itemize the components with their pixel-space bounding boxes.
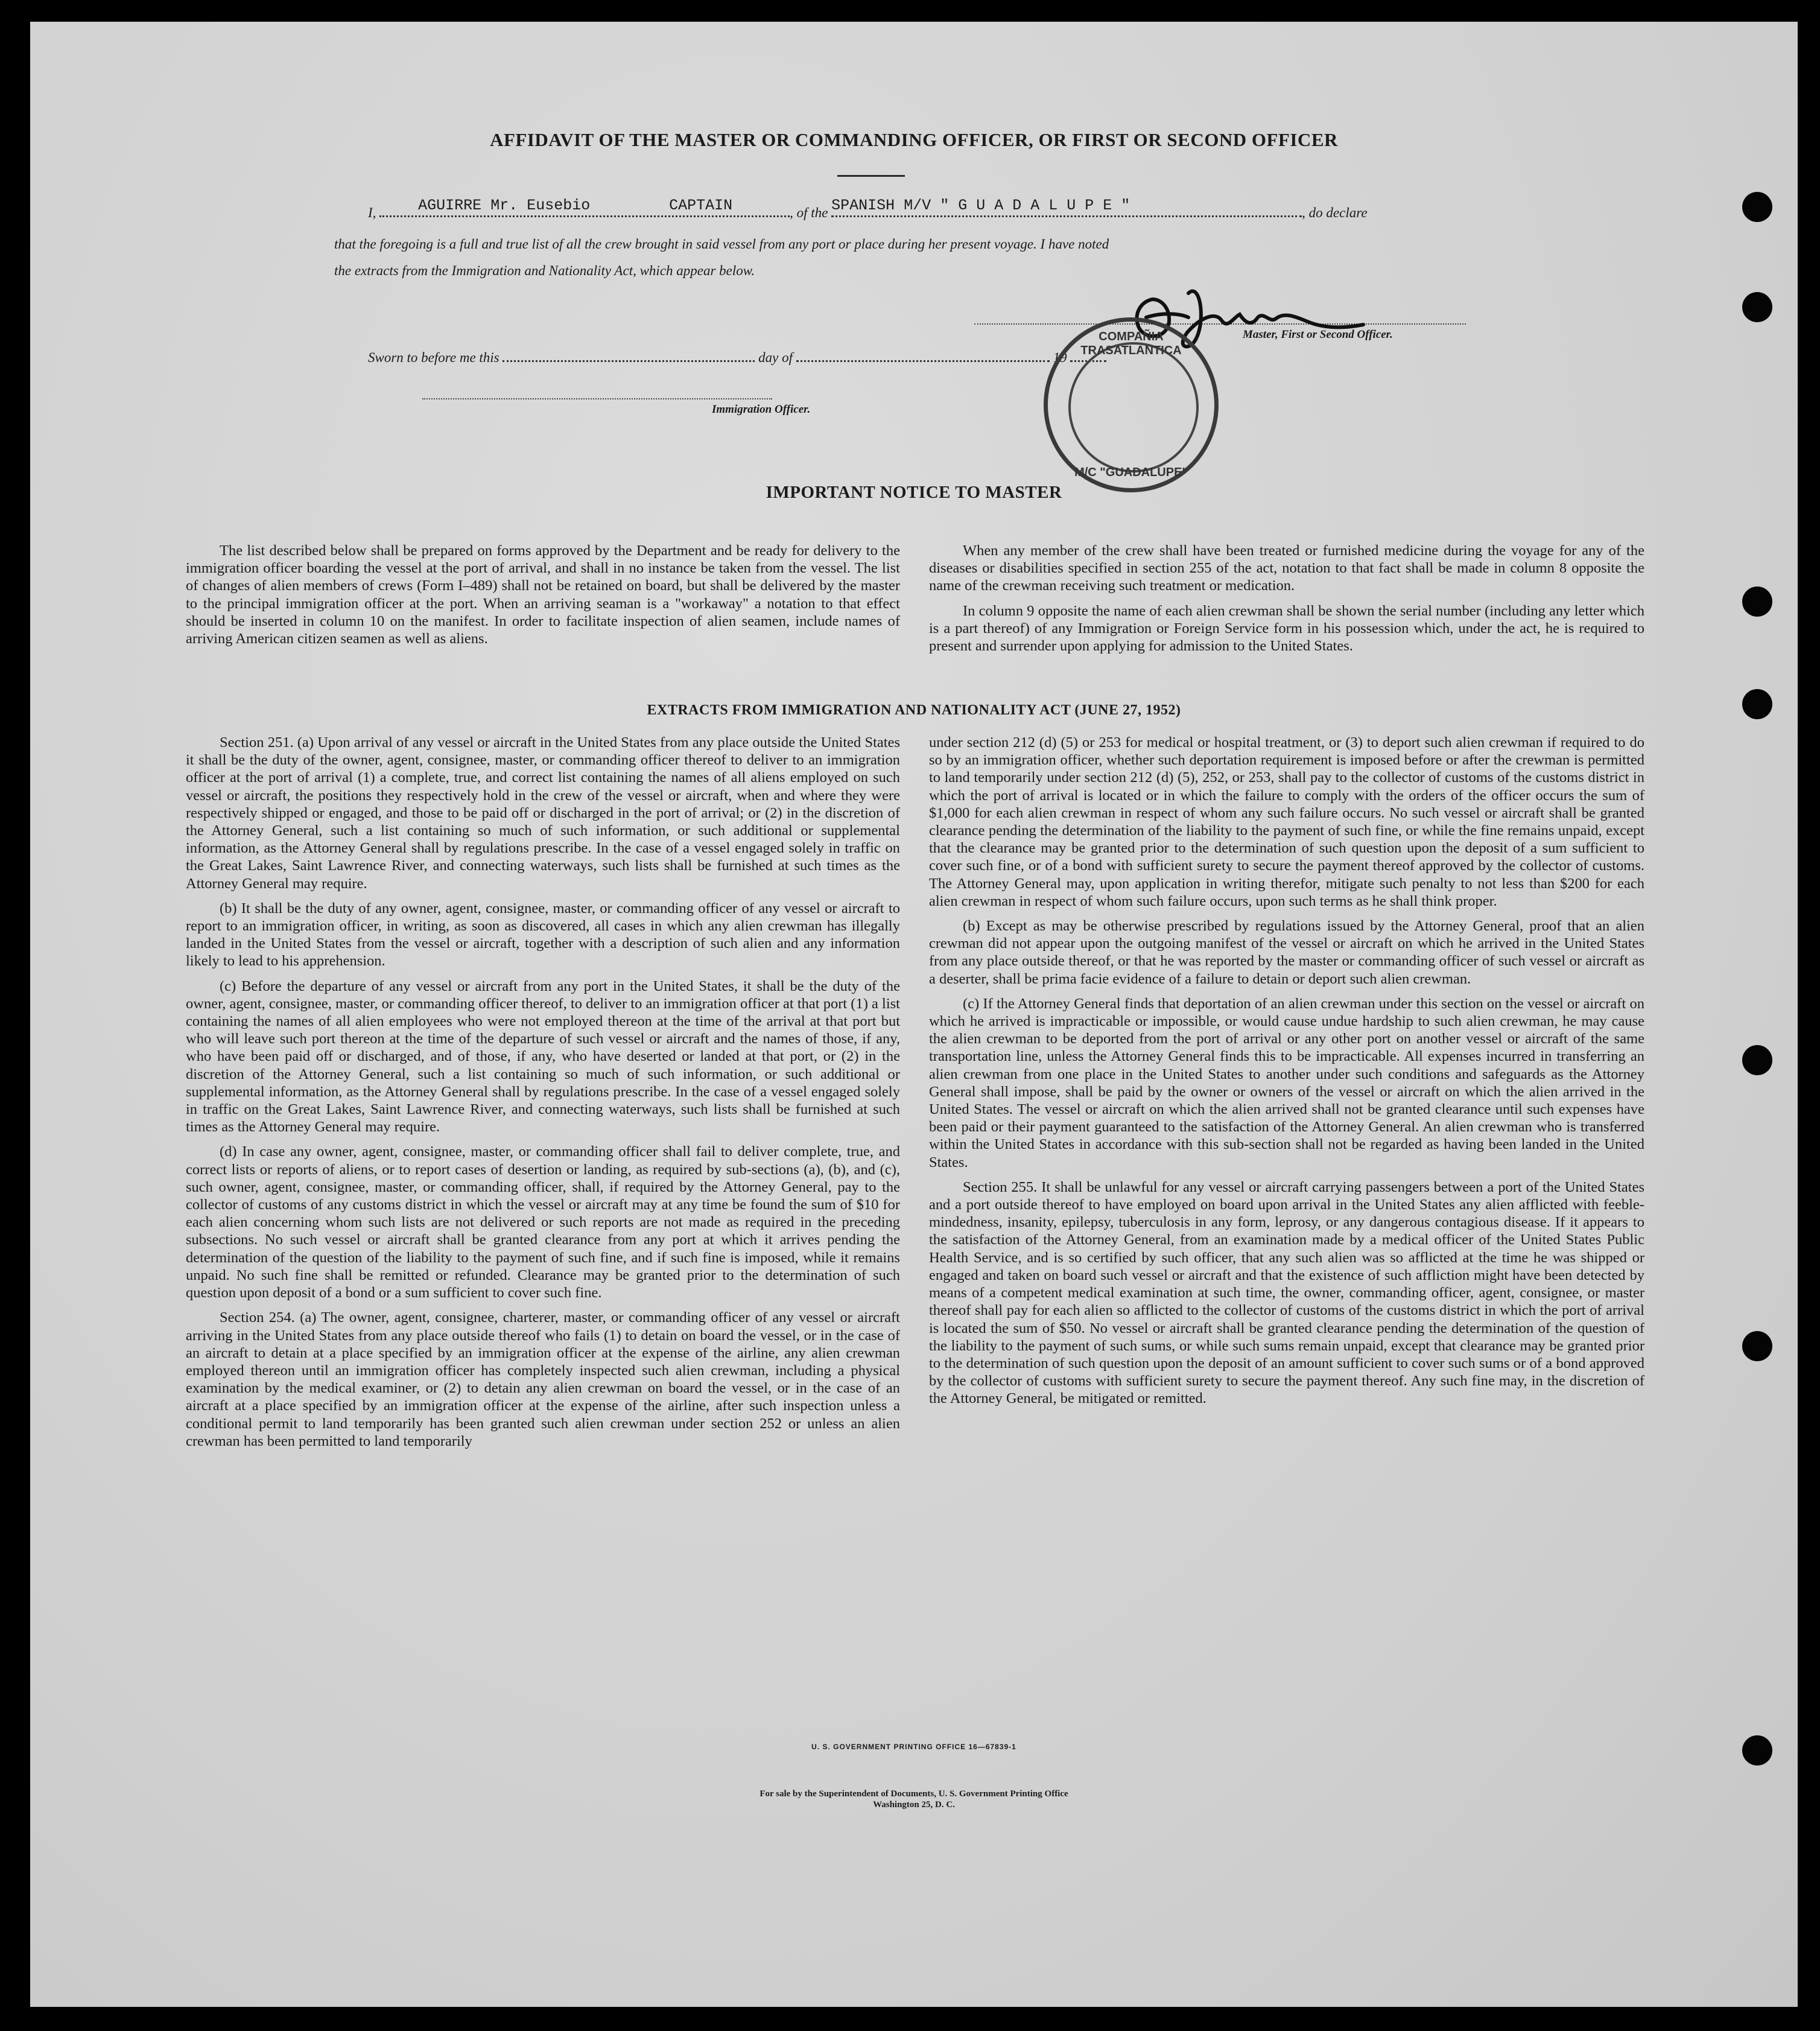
sworn-line — [368, 350, 1106, 366]
master-rank: CAPTAIN — [669, 197, 733, 214]
notice-right-paragraph-2: In column 9 opposite the name of each alien crewman shall be shown the serial number (including any letter which is a part thereof) of any Immigration or Foreign Service form in his possession which, under the act, he is required to present and surrender upon applying for admission to the United States. — [929, 602, 1644, 655]
notice-right-paragraph-1: When any member of the crew shall have been treated or furnished medicine during the voyage for any of the diseases or disabilities specified in section 255 of the act, notation to that fact shall be made in column 8 opposite the name of the crewman receiving such treatment or medication. — [929, 542, 1644, 594]
extract-section-251-c: (c) Before the departure of any vessel or aircraft from any port in the United States, it shall be the duty of the owner, agent, consignee, master, or commanding officer thereof, to deliver to an immigration officer at that port (1) a list containing the names of all alien employees who were not employed thereon at the time of the arrival at that port but who will leave such port thereon at the time of the departure of such vessel or aircraft and the names of those, if any, who have been paid off or discharged, and of those, if any, who have deserted or landed at that port, or (2) in the discretion of the Attorney General, such a list containing so much of such information, or such additional or supplemental information, as the Attorney General shall by regulations prescribe. In the case of a vessel engaged solely in traffic on the Great Lakes, Saint Lawrence River, and connecting waterways, such lists shall be furnished at such times as the Attorney General may require. — [186, 977, 900, 1136]
notice-right-column — [929, 542, 1644, 662]
day-of-label: day of — [758, 350, 793, 365]
extract-section-251-d: (d) In case any owner, agent, consignee, master, or commanding officer shall fail to deliver complete, true, and correct lists or reports of aliens, or to report cases of desertion or landing, as required by sub-sections (a), (b), and (c), such owner, agent, consignee, master, or commanding officer, shall, if required by the Attorney General, pay to the collector of customs of any customs district in which the vessel or aircraft may at any time be found the sum of $10 for each alien concerning whom such lists are not delivered or such reports are not made as required in the preceding subsections. No such vessel or aircraft shall be granted clearance from any port at which it arrives pending the determination of the question of the liability to the payment of such fine, and if such fine is imposed, while it remains unpaid. No such fine shall be remitted or refunded. Clearance may be granted prior to the determination of such question upon deposit of a bond or a sum sufficient to cover such fine. — [186, 1143, 900, 1302]
punch-hole — [1742, 1045, 1772, 1075]
seal-bottom-text: M/C "GUADALUPE" — [1074, 466, 1188, 479]
notice-left-paragraph: The list described below shall be prepared on forms approved by the Department and be ready for delivery to the immigration officer boarding the vessel at the port of arrival, and shall in no instance be taken from the vessel. The list of changes of alien members of crews (Form I–489) shall not be retained on board, but shall be delivered by the master to the principal immigration officer at the port. When an arriving seaman is a "workaway" a notation to that effect should be inserted in column 10 on the manifest. In order to facilitate inspection of alien seamen, include names of arriving American citizen seamen as well as aliens. — [186, 542, 900, 647]
seal-top-text: COMPAÑIA TRASATLANTICA — [1080, 330, 1182, 357]
punch-hole — [1742, 292, 1772, 322]
sale-line-1: For sale by the Superintendent of Documents, U. S. Government Printing Office — [759, 1789, 1068, 1799]
master-name-field — [379, 197, 790, 217]
extract-section-254-c: (c) If the Attorney General finds that deportation of an alien crewman under this section on the vessel or aircraft on which he arrived is impracticable or impossible, or would cause undue hardship to such alien crewman, he may cause the alien crewman to be deported from the port of arrival or any other port on another vessel or aircraft of the same transportation line, unless the Attorney General finds this to be impracticable. All expenses incurred in transferring an alien crewman from one place in the United States to another under such conditions and safeguards as the Attorney General shall impose, shall be paid by the owner or owners of the vessel or aircraft on which the alien arrived in the United States. The vessel or aircraft on which the alien arrived shall not be granted clearance until such expenses have been paid or their payment guaranteed to the satisfaction of the Attorney General. An alien crewman who is transferred within the United States in accordance with this sub-section shall not be regarded as having been landed in the United States. — [929, 995, 1644, 1171]
extracts-title: EXTRACTS FROM IMMIGRATION AND NATIONALITY ACT (JUNE 27, 1952) — [647, 702, 1181, 718]
sworn-month-field — [796, 360, 1050, 362]
sworn-day-field — [503, 360, 755, 362]
extract-section-255: Section 255. It shall be unlawful for any vessel or aircraft carrying passengers between a port of the United States and a port outside thereof to have employed on board upon arrival in the United States any alien afflicted with feeble-mindedness, insanity, epilepsy, tuberculosis in any form, leprosy, or any dangerous contagious disease. If it appears to the satisfaction of the Attorney General, from an examination made by a medical officer of the United States Public Health Service, and is so certified by such officer, that any such alien was so afflicted at the time he was shipped or engaged and taken on board such vessel or aircraft and that the existence of such affliction might have been detected by means of a competent medical examination at such time, the owner, commanding officer, agent, consignee, or master thereof shall pay for each alien so afflicted to the collector of customs of the customs district in which the port of arrival is located the sum of $50. No vessel or aircraft shall be granted clearance pending the determination of the question of the liability to the payment of such sums, or while such sums remain unpaid, except that clearance may be granted prior to the determination of such question upon the deposit of an amount sufficient to cover such sums or of a bond approved by the collector of customs with sufficient surety to secure the payment thereof. Any such fine may, in the discretion of the Attorney General, be mitigated or remitted. — [929, 1178, 1644, 1407]
extract-section-251-a: Section 251. (a) Upon arrival of any vessel or aircraft in the United States from any place outside the United States it shall be the duty of the owner, agent, consignee, master, or commanding officer thereof to deliver to an immigration officer at the port of arrival (1) a complete, true, and correct list containing the names of all aliens employed on such vessel or aircraft, the positions they respectively hold in the crew of the vessel or aircraft, when and where they were respectively shipped or engaged, and those to be paid off or discharged in the port of arrival; or (2) in the discretion of the Attorney General, such a list containing so much of such information, or such additional or supplemental information, as the Attorney General shall by regulations prescribe. In the case of a vessel engaged solely in traffic on the Great Lakes, Saint Lawrence River, and connecting waterways, such lists shall be furnished at such times as the Attorney General may require. — [186, 734, 900, 892]
extract-section-254-a: Section 254. (a) The owner, agent, consignee, charterer, master, or commanding officer of any vessel or aircraft arriving in the United States from any place outside thereof who fails (1) to detain on board the vessel, or in the case of an aircraft to detain at a place specified by an immigration officer at the expense of the airline, any alien crewman employed thereon until an immigration officer has completely inspected such alien crewman, including a physical examination by the medical examiner, or (2) to detain any alien crewman on board the vessel, or in the case of an aircraft at a place specified by an immigration officer at the expense of the airline, after such inspection unless a conditional permit to land temporarily has been granted such alien crewman under section 252 or unless an alien crewman has been permitted to land temporarily — [186, 1309, 900, 1449]
seal-inner-ring — [1068, 342, 1199, 472]
vessel-field — [831, 197, 1302, 217]
form-title: AFFIDAVIT OF THE MASTER OR COMMANDING OFFICER, OR FIRST OR SECOND OFFICER — [490, 129, 1338, 150]
declaration-line-2: that the foregoing is a full and true list of all the crew brought in said vessel from any port or place during her present voyage. I have noted — [334, 237, 1109, 252]
immigration-officer-caption: Immigration Officer. — [712, 403, 811, 416]
extracts-right-column — [929, 734, 1644, 1415]
extracts-left-column — [186, 734, 900, 1457]
signature-caption: Master, First or Second Officer. — [1243, 328, 1393, 341]
extract-section-254-b: (b) Except as may be otherwise prescribed by regulations issued by the Attorney General, proof that an alien crewman did not appear upon the outgoing manifest of the vessel or aircraft on which he arrived in the United States from any place outside thereof, or that he was reported by the master or commanding officer of such vessel or aircraft as a deserter, shall be prima facie evidence of a failure to detain or deport such alien crewman. — [929, 918, 1644, 987]
do-declare-label: , do declare — [1302, 205, 1368, 220]
year-prefix: 19 — [1053, 350, 1067, 365]
punch-hole — [1742, 192, 1772, 222]
immigration-officer-line — [422, 398, 772, 399]
of-the-label: , of the — [790, 205, 828, 220]
extract-section-254-a-cont: under section 212 (d) (5) or 253 for medical or hospital treatment, or (3) to deport such alien crewman if required to do so by an immigration officer, whether such deportation requirement is imposed before or after the crewman is permitted to land temporarily under section 212 (d) (5), 252, or 253, shall pay to the collector of customs of the customs district in which the port of arrival is located or in which the failure to comply with the orders of the officer occurs the sum of $1,000 for each alien crewman in respect of whom any such failure occurs. No such vessel or aircraft shall be granted clearance pending the determination of the liability to the payment of such fine, or while the fine remains unpaid, except that the clearance may be granted prior to the determination of such question upon the deposit of a sum sufficient to cover such fine, or of a bond with sufficient surety to secure the payment thereof approved by the collector of customs. The Attorney General may, upon application in writing therefor, mitigate such penalty to not less than $200 for each alien crewman in respect of whom such failure occurs, upon such terms as he shall think proper. — [929, 734, 1644, 909]
sale-line-2: Washington 25, D. C. — [873, 1800, 955, 1810]
declaration-prefix: I, — [368, 205, 376, 220]
punch-hole — [1742, 1331, 1772, 1361]
notice-title: IMPORTANT NOTICE TO MASTER — [766, 483, 1062, 502]
vessel-name: SPANISH M/V " G U A D A L U P E " — [831, 197, 1130, 214]
printing-office-line: U. S. GOVERNMENT PRINTING OFFICE 16—67839-1 — [811, 1743, 1016, 1751]
extract-section-251-b: (b) It shall be the duty of any owner, agent, consignee, master, or commanding officer of any vessel or aircraft to report to an immigration officer, in writing, as soon as discovered, all cases in which any alien crewman has illegally landed in the United States from the vessel or aircraft, together with a description of such alien and any information likely to lead to his apprehension. — [186, 900, 900, 970]
notice-left-column — [186, 542, 900, 655]
document-page — [30, 22, 1798, 2007]
company-seal-stamp — [1044, 317, 1219, 492]
declaration-line-1 — [368, 197, 1368, 221]
punch-hole — [1742, 586, 1772, 617]
declaration-line-3: the extracts from the Immigration and Nationality Act, which appear below. — [334, 263, 755, 278]
sworn-prefix: Sworn to before me this — [368, 350, 499, 365]
master-name: AGUIRRE Mr. Eusebio — [418, 197, 591, 214]
title-divider — [837, 175, 905, 177]
